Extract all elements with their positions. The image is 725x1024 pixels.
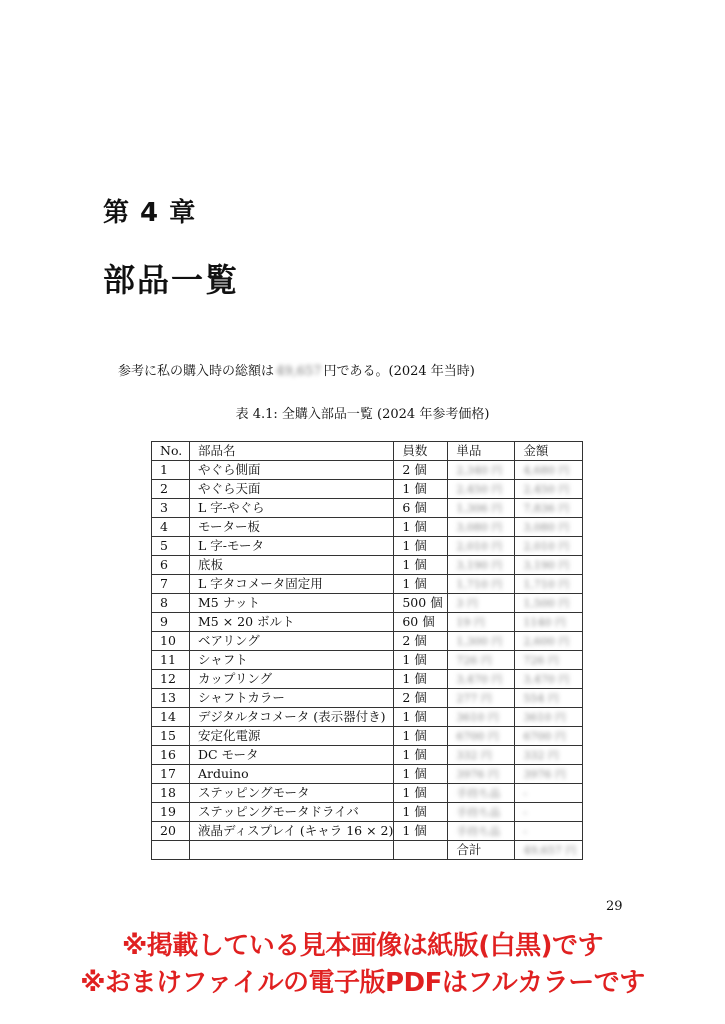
cell-unit-price: 2,340 円 bbox=[448, 460, 515, 479]
cell-amount: 2,450 円 bbox=[515, 479, 583, 498]
cell-no: 2 bbox=[152, 479, 190, 498]
page-number: 29 bbox=[606, 899, 623, 914]
footer-empty-cell bbox=[190, 840, 394, 859]
cell-unit-price: 手持ち品 bbox=[448, 783, 515, 802]
table-row bbox=[152, 555, 583, 574]
chapter-label: 第 4 章 bbox=[103, 198, 197, 228]
cell-part-name: 液晶ディスプレイ (キャラ 16 × 2) bbox=[190, 821, 394, 840]
header-part-name: 部品名 bbox=[190, 442, 394, 461]
cell-quantity: 2 個 bbox=[394, 460, 448, 479]
cell-part-name: L 字-やぐら bbox=[190, 498, 394, 517]
notice-line-1: ※掲載している見本画像は紙版(白黒)です bbox=[121, 931, 604, 961]
table-row bbox=[152, 479, 583, 498]
cell-amount: 7,836 円 bbox=[515, 498, 583, 517]
cell-no: 4 bbox=[152, 517, 190, 536]
cell-quantity: 2 個 bbox=[394, 688, 448, 707]
cell-amount: 554 円 bbox=[515, 688, 583, 707]
cell-unit-price: 6700 円 bbox=[448, 726, 515, 745]
intro-text-after: 円である。(2024 年当時) bbox=[323, 364, 475, 379]
table-row bbox=[152, 593, 583, 612]
cell-part-name: デジタルタコメータ (表示器付き) bbox=[190, 707, 394, 726]
table-row bbox=[152, 764, 583, 783]
table-row bbox=[152, 517, 583, 536]
cell-amount: 3,080 円 bbox=[515, 517, 583, 536]
parts-table bbox=[151, 441, 583, 860]
footer-total-label: 合計 bbox=[448, 840, 515, 859]
cell-no: 9 bbox=[152, 612, 190, 631]
table-row bbox=[152, 707, 583, 726]
redacted-total: 49,657 bbox=[276, 364, 322, 379]
cell-amount: 2,010 円 bbox=[515, 536, 583, 555]
cell-unit-price: 2,010 円 bbox=[448, 536, 515, 555]
cell-part-name: Arduino bbox=[190, 764, 394, 783]
chapter-title: 部品一覧 bbox=[103, 261, 240, 299]
cell-no: 18 bbox=[152, 783, 190, 802]
cell-no: 6 bbox=[152, 555, 190, 574]
cell-part-name: 底板 bbox=[190, 555, 394, 574]
footer-empty-cell bbox=[394, 840, 448, 859]
cell-quantity: 60 個 bbox=[394, 612, 448, 631]
cell-no: 7 bbox=[152, 574, 190, 593]
cell-amount: 1,500 円 bbox=[515, 593, 583, 612]
cell-part-name: やぐら側面 bbox=[190, 460, 394, 479]
table-row bbox=[152, 802, 583, 821]
cell-no: 5 bbox=[152, 536, 190, 555]
table-row bbox=[152, 631, 583, 650]
cell-unit-price: 3,190 円 bbox=[448, 555, 515, 574]
table-row bbox=[152, 821, 583, 840]
cell-part-name: やぐら天面 bbox=[190, 479, 394, 498]
header-no: No. bbox=[152, 442, 190, 461]
cell-quantity: 1 個 bbox=[394, 821, 448, 840]
table-row bbox=[152, 498, 583, 517]
table-row bbox=[152, 726, 583, 745]
table-row bbox=[152, 536, 583, 555]
cell-part-name: ベアリング bbox=[190, 631, 394, 650]
cell-quantity: 1 個 bbox=[394, 479, 448, 498]
cell-quantity: 1 個 bbox=[394, 555, 448, 574]
table-row bbox=[152, 783, 583, 802]
cell-quantity: 2 個 bbox=[394, 631, 448, 650]
cell-part-name: DC モータ bbox=[190, 745, 394, 764]
cell-amount: 3,190 円 bbox=[515, 555, 583, 574]
header-quantity: 員数 bbox=[394, 442, 448, 461]
header-amount: 金額 bbox=[515, 442, 583, 461]
cell-quantity: 1 個 bbox=[394, 707, 448, 726]
cell-part-name: シャフトカラー bbox=[190, 688, 394, 707]
cell-part-name: L 字-モータ bbox=[190, 536, 394, 555]
cell-part-name: カップリング bbox=[190, 669, 394, 688]
footer-total-value: 49,657 円 bbox=[515, 840, 583, 859]
cell-amount: - bbox=[515, 783, 583, 802]
cell-amount: 3976 円 bbox=[515, 764, 583, 783]
cell-amount: 726 円 bbox=[515, 650, 583, 669]
cell-quantity: 1 個 bbox=[394, 783, 448, 802]
cell-part-name: モーター板 bbox=[190, 517, 394, 536]
cell-amount: 3610 円 bbox=[515, 707, 583, 726]
cell-unit-price: 277 円 bbox=[448, 688, 515, 707]
cell-unit-price: 3610 円 bbox=[448, 707, 515, 726]
cell-no: 16 bbox=[152, 745, 190, 764]
cell-amount: 1140 円 bbox=[515, 612, 583, 631]
cell-amount: 1,710 円 bbox=[515, 574, 583, 593]
cell-no: 3 bbox=[152, 498, 190, 517]
cell-amount: 332 円 bbox=[515, 745, 583, 764]
cell-part-name: 安定化電源 bbox=[190, 726, 394, 745]
cell-unit-price: 2,450 円 bbox=[448, 479, 515, 498]
cell-no: 15 bbox=[152, 726, 190, 745]
table-row bbox=[152, 612, 583, 631]
table-row bbox=[152, 650, 583, 669]
cell-no: 13 bbox=[152, 688, 190, 707]
table-header-row bbox=[152, 442, 583, 461]
cell-amount: - bbox=[515, 802, 583, 821]
cell-unit-price: 3,080 円 bbox=[448, 517, 515, 536]
cell-unit-price: 1,306 円 bbox=[448, 498, 515, 517]
cell-unit-price: 3,470 円 bbox=[448, 669, 515, 688]
cell-part-name: ステッピングモータドライバ bbox=[190, 802, 394, 821]
cell-quantity: 1 個 bbox=[394, 536, 448, 555]
cell-quantity: 1 個 bbox=[394, 726, 448, 745]
notice-line-2: ※おまけファイルの電子版PDFはフルカラーです bbox=[80, 968, 645, 998]
cell-unit-price: 手持ち品 bbox=[448, 821, 515, 840]
table-row bbox=[152, 460, 583, 479]
header-unit-price: 単品 bbox=[448, 442, 515, 461]
cell-no: 10 bbox=[152, 631, 190, 650]
cell-quantity: 1 個 bbox=[394, 802, 448, 821]
cell-unit-price: 726 円 bbox=[448, 650, 515, 669]
cell-no: 20 bbox=[152, 821, 190, 840]
table-body bbox=[152, 460, 583, 840]
cell-part-name: L 字タコメータ固定用 bbox=[190, 574, 394, 593]
cell-amount: 4,680 円 bbox=[515, 460, 583, 479]
footer-empty-cell bbox=[152, 840, 190, 859]
cell-part-name: M5 × 20 ボルト bbox=[190, 612, 394, 631]
table-row bbox=[152, 688, 583, 707]
cell-no: 11 bbox=[152, 650, 190, 669]
cell-no: 19 bbox=[152, 802, 190, 821]
cell-no: 12 bbox=[152, 669, 190, 688]
cell-no: 8 bbox=[152, 593, 190, 612]
cell-amount: 6700 円 bbox=[515, 726, 583, 745]
intro-text-before: 参考に私の購入時の総額は bbox=[118, 364, 275, 379]
cell-part-name: M5 ナット bbox=[190, 593, 394, 612]
intro-paragraph bbox=[118, 360, 475, 379]
cell-quantity: 1 個 bbox=[394, 745, 448, 764]
cell-no: 17 bbox=[152, 764, 190, 783]
cell-unit-price: 332 円 bbox=[448, 745, 515, 764]
cell-unit-price: 1,710 円 bbox=[448, 574, 515, 593]
cell-unit-price: 19 円 bbox=[448, 612, 515, 631]
table-row bbox=[152, 745, 583, 764]
cell-unit-price: 1,300 円 bbox=[448, 631, 515, 650]
cell-quantity: 1 個 bbox=[394, 764, 448, 783]
cell-quantity: 1 個 bbox=[394, 669, 448, 688]
cell-part-name: ステッピングモータ bbox=[190, 783, 394, 802]
cell-amount: - bbox=[515, 821, 583, 840]
cell-amount: 3,470 円 bbox=[515, 669, 583, 688]
cell-unit-price: 3 円 bbox=[448, 593, 515, 612]
cell-part-name: シャフト bbox=[190, 650, 394, 669]
cell-quantity: 6 個 bbox=[394, 498, 448, 517]
cell-amount: 2,600 円 bbox=[515, 631, 583, 650]
cell-quantity: 1 個 bbox=[394, 574, 448, 593]
cell-no: 14 bbox=[152, 707, 190, 726]
cell-quantity: 1 個 bbox=[394, 650, 448, 669]
cell-quantity: 500 個 bbox=[394, 593, 448, 612]
cell-quantity: 1 個 bbox=[394, 517, 448, 536]
cell-unit-price: 3976 円 bbox=[448, 764, 515, 783]
cell-unit-price: 手持ち品 bbox=[448, 802, 515, 821]
cell-no: 1 bbox=[152, 460, 190, 479]
table-caption: 表 4.1: 全購入部品一覧 (2024 年参考価格) bbox=[235, 407, 490, 422]
table-footer-row bbox=[152, 840, 583, 859]
table-row bbox=[152, 574, 583, 593]
table-row bbox=[152, 669, 583, 688]
